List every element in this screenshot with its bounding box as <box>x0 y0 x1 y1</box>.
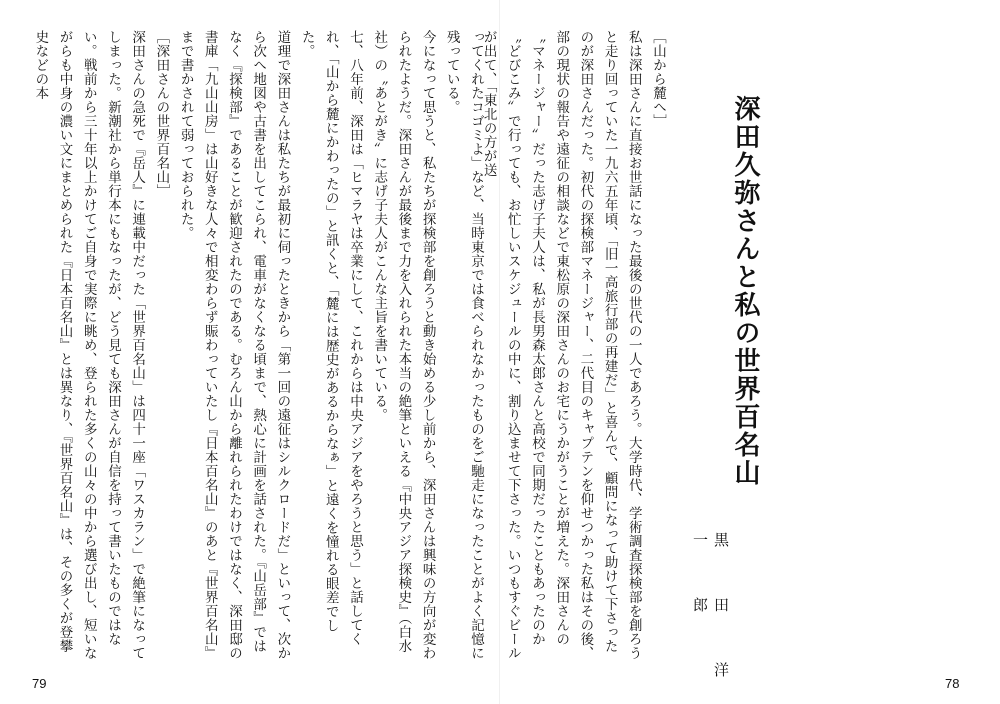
right-page-body: ［山から麓へ］ 私は深田さんに直接お世話になった最後の世代の一人であろう。大学時代、学術調査探検部を創ろうと走り回っていた一九六五年頃、「旧一高旅行部の再建だ」と喜んで、顧問になって助けて下さったのが深田さんだった。初代の探検部マネージャー、二代目のキャプテンを仰せつかった私はその後、部の現状の報告や遠征の相談などで東松原の深田さんのお宅にうかがうことが増えた。深田さんの〝マネージャー〟だった志げ子夫人は、私が長男森太郎さんと高校で同期だったこともあったのか〝どびこみ〟で行っても、お忙しいスケジュールの中に、割り込ませて下さった。いつもすぐビールが出て、「東北の方が送 <box>480 30 666 660</box>
author-name: 黒 田 洋 一 郎 <box>691 532 730 693</box>
article-title: 深田久弥さんと私の世界百名山 <box>730 95 760 487</box>
left-page-body: ってくれたコゴミよ」など、当時東京では食べられなかったものをご馳走になったことがよく記憶に残っている。 今になって思うと、私たちが探検部を創ろうと動き始める少し前から、深田さんは興味の方向が変わられたようだ。深田さんが最後まで力を入れられた本当の絶筆といえる『中央アジア探検史』（白水社）の〝あとがき〟に志げ子夫人がこんな主旨を書いている。 七、八年前、深田は「ヒマラヤは卒業にして、これからは中央アジアをやろうと思う」と話してくれ、「山から麓にかわったの」と訊くと、「麓には歴史があるからなぁ」と遠くを憧れる眼差でした。 道理で深田さんは私たちが最初に伺ったときから「第一回の遠征はシルクロードだ」といって、次から次へ地図や古書を出してこられ、電車がなくなる頃まで、熱心に計画を話された。『山岳部』ではなく『探検部』であることが歓迎されたのである。むろん山から離れられたわけではなく、深田邸の書庫「九山山房」は山好きな人々で相変わらず賑わっていたし『日本百名山』のあと『世界百名山』まで書かされて弱っておられた。 ［深田さんの世界百名山］ 深田さんの急死で『岳人』に連載中だった「世界百名山」は四十一座「ワスカラン」で絶筆になってしまった。新潮社から単行本にもなったが、どう見ても深田さんが自信を持って書いたものではない。戦前から三十年以上かけてご自身で実際に眺め、登られた多くの山々の中から選び出し、短いながらも中身の濃い文にまとめられた『日本百名山』とは異なり、『世界百名山』は、その多くが登攀史などの本 <box>32 30 484 660</box>
page-number-right: 78 <box>945 676 960 691</box>
page-number-left: 79 <box>32 676 47 691</box>
